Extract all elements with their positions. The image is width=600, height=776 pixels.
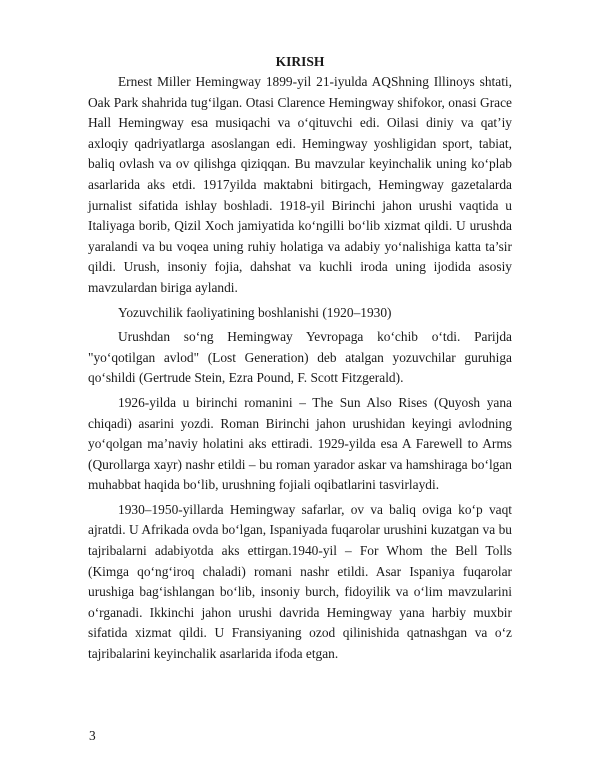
paragraph-europe: Urushdan so‘ng Hemingway Yevropaga ko‘chib o‘tdi. Parijda "yo‘qotilgan avlod" (Lost Generation) deb atalgan yozuvchilar guruhiga qo‘shildi (Gertrude Stein, Ezra Pound, F. Scott Fitzgerald).	[88, 329, 512, 386]
section-heading: KIRISH	[275, 54, 325, 69]
paragraph-biography: Ernest Miller Hemingway 1899-yil 21-iyulda AQShning Illinoys shtati, Oak Park shahrida tug‘ilgan. Otasi Clarence Hemingway shifokor, onasi Grace Hall Hemingway esa musiqachi va o‘qituvchi edi. Oilasi diniy va qat’iy axloqiy qadriyatlarga asoslangan edi. Hemingway yoshligidan sport, tabiat, baliq ovlash va ov qilishga qiziqqan. Bu mavzular keyinchalik uning ko‘plab asarlarida aks etdi. 1917yilda maktabni bitirgach, Hemingway gazetalarda jurnalist sifatida ishlay boshladi. 1918-yil Birinchi jahon urushi vaqtida u Italiyaga borib, Qizil Xoch jamiyatida ko‘ngilli bo‘lib xizmat qildi. U urushda yaralandi va bu voqea uning ruhiy holatiga va adabiy yo‘nalishiga katta ta’sir qildi. Urush, insoniy fojia, dahshat va kuchli iroda uning ijodida asosiy mavzulardan biriga aylandi.	[88, 74, 512, 295]
page-number: 3	[89, 728, 96, 743]
paragraph-travels: 1930–1950-yillarda Hemingway safarlar, ov va baliq oviga ko‘p vaqt ajratdi. U Afrikada ovda bo‘lgan, Ispaniyada fuqarolar urushini kuzatgan va bu tajribalarni adabiyotda aks ettirgan.1940-yil – For Whom the Bell Tolls (Kimga qo‘ng‘iroq chaladi) romani nashr etildi. Asar Ispaniya fuqarolar urushiga bag‘ishlangan bo‘lib, insoniy burch, fidoyilik va o‘lim mavzularini o‘rganadi. Ikkinchi jahon urushi davrida Hemingway yana harbiy muxbir sifatida xizmat qildi. U Fransiyaning ozod qilinishida qatnashgan va o‘z tajribalarini keyinchalik asarlarida ifoda etgan.	[88, 501, 512, 662]
body-text	[88, 72, 512, 669]
paragraph-novels: 1926-yilda u birinchi romanini – The Sun Also Rises (Quyosh yana chiqadi) asarini yozdi. Roman Birinchi jahon urushidan keyingi avlodning yo‘qolgan ma’naviy holatini aks ettiradi. 1929-yilda esa A Farewell to Arms (Qurollarga xayr) nashr etildi – bu roman yarador askar va hamshiraga bo‘lgan muhabbat haqida bo‘lib, urushning fojiali oqibatlarini tasvirlaydi.	[88, 394, 512, 493]
paragraph-subheading: Yozuvchilik faoliyatining boshlanishi (1920–1930)	[118, 304, 392, 320]
